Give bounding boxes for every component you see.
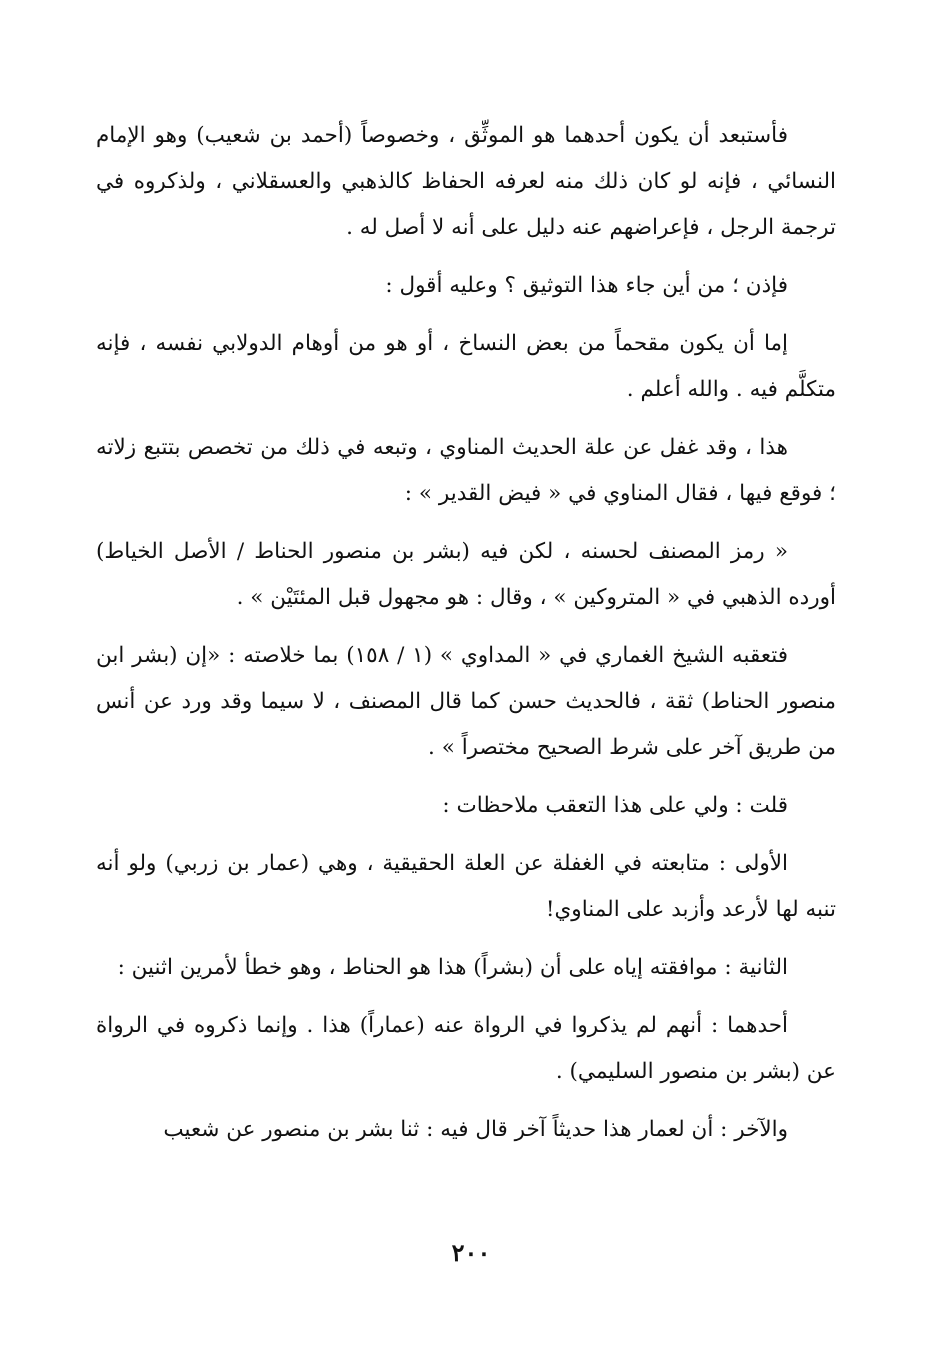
- paragraph-9: الثانية : موافقته إياه على أن (بشراً) هذا هو الحناط ، وهو خطأ لأمرين اثنين :: [117, 955, 788, 980]
- paragraph-1: فأستبعد أن يكون أحدهما هو الموثِّق ، وخصوصاً (أحمد بن شعيب) وهو الإمام النسائي ، فإنه لو كان ذلك منه لعرفه الحفاظ كالذهبي والعسقلاني ، ولذكروه في ترجمة الرجل ، فإعراضهم عنه دليل على أنه لا أصل له .: [96, 123, 836, 240]
- paragraph-10: أحدهما : أنهم لم يذكروا في الرواة عنه (عماراً) هذا . وإنما ذكروه في الرواة عن (بشر بن منصور السليمي) .: [96, 1013, 836, 1084]
- paragraph-11: والآخر : أن لعمار هذا حديثاً آخر قال فيه : ثنا بشر بن منصور عن شعيب: [163, 1117, 788, 1142]
- paragraph-4: هذا ، وقد غفل عن علة الحديث المناوي ، وتبعه في ذلك من تخصص بتتبع زلاته ؛ فوقع فيها ، فقال المناوي في « فيض القدير » :: [96, 435, 836, 506]
- paragraph-7: قلت : ولي على هذا التعقب ملاحظات :: [442, 793, 788, 818]
- paragraph-6: فتعقبه الشيخ الغماري في « المداوي » (١ / ١٥٨) بما خلاصته : «إن (بشر ابن منصور الحناط) ثقة ، فالحديث حسن كما قال المصنف ، لا سيما وقد ورد عن أنس من طريق آخر على شرط الصحيح مختصراً » .: [96, 643, 836, 760]
- paragraph-5: « رمز المصنف لحسنه ، لكن فيه (بشر بن منصور الحناط / الأصل الخياط) أورده الذهبي في « المتروكين » ، وقال : هو مجهول قبل المئتَيْن » .: [96, 539, 836, 610]
- paragraph-3: إما أن يكون مقحماً من بعض النساخ ، أو هو من أوهام الدولابي نفسه ، فإنه متكلَّم فيه . والله أعلم .: [96, 331, 836, 402]
- paragraph-2: فإذن ؛ من أين جاء هذا التوثيق ؟ وعليه أقول :: [385, 273, 788, 298]
- body-text: [96, 113, 836, 1165]
- page-number: ٢٠٠: [451, 1238, 491, 1267]
- paragraph-8: الأولى : متابعته في الغفلة عن العلة الحقيقية ، وهي (عمار بن زربي) ولو أنه تنبه لها لأرعد وأزبد على المناوي!: [96, 851, 836, 922]
